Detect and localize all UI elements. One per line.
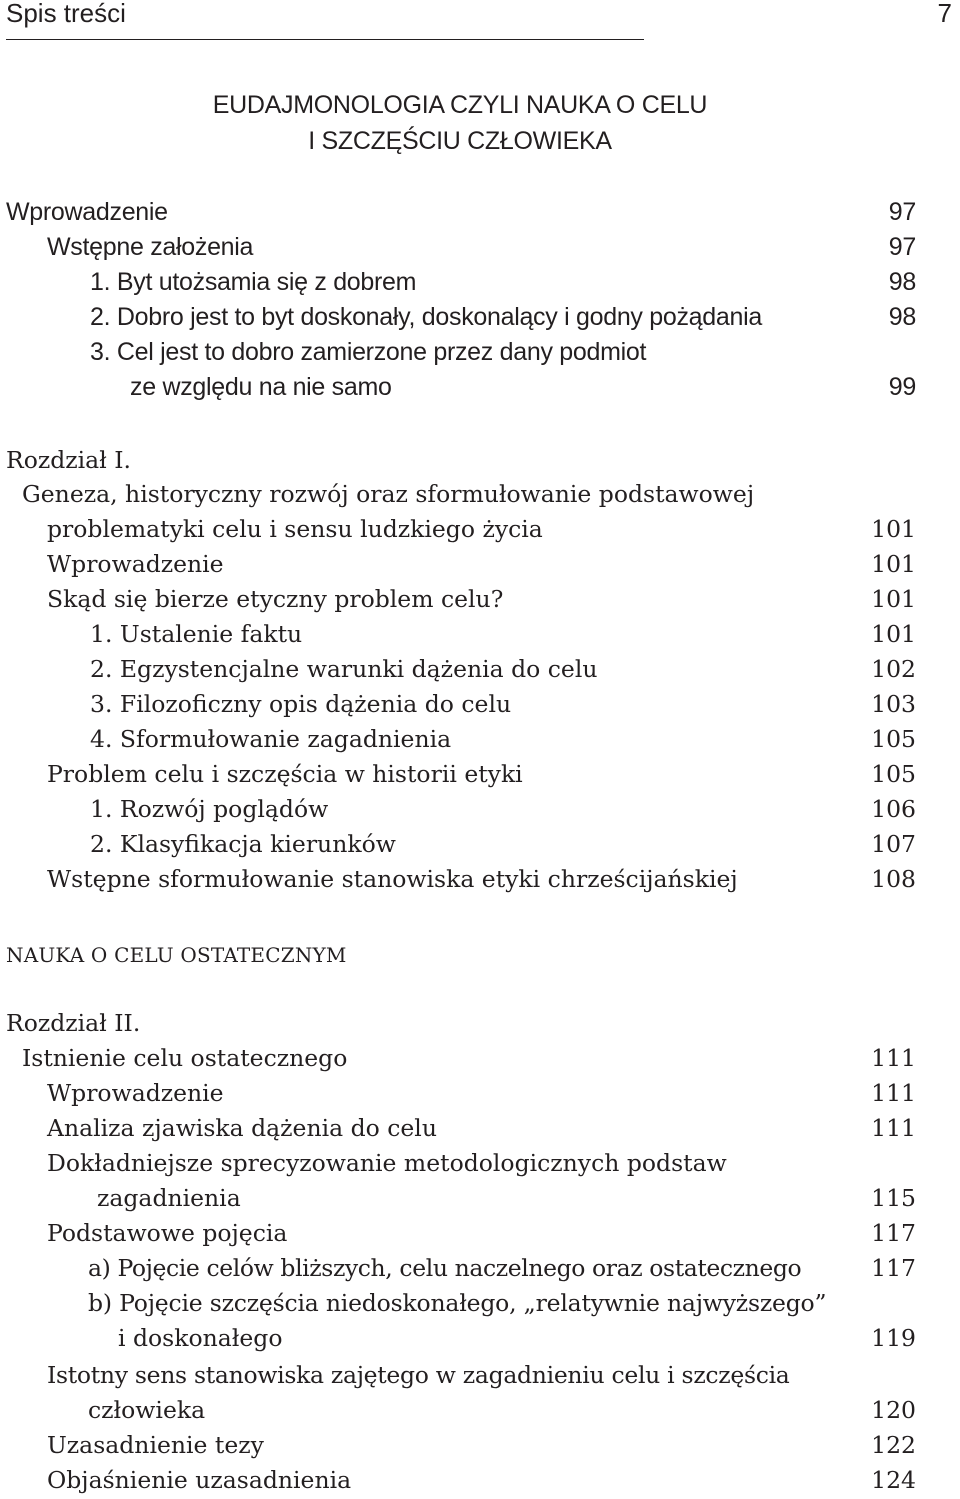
toc-entry-text: ze względu na nie samo (130, 373, 392, 401)
toc-page-number: 111 (871, 1114, 916, 1142)
toc-page-number: 115 (871, 1184, 916, 1212)
toc-entry-text: 2. Egzystencjalne warunki dążenia do celu (90, 655, 598, 683)
toc-entry-continuation[interactable] (130, 370, 916, 405)
toc-entry-text: Problem celu i szczęścia w historii etyki (47, 760, 523, 788)
toc-entry-text: 1. Ustalenie faktu (90, 620, 303, 648)
header-rule (6, 39, 644, 40)
toc-page-number: 117 (871, 1254, 916, 1282)
toc-entry[interactable] (90, 792, 916, 827)
toc-entry[interactable] (47, 1146, 916, 1181)
toc-entry-text: 1. Byt utożsamia się z dobrem (90, 268, 417, 296)
toc-entry-text: Wprowadzenie (6, 198, 168, 226)
section-heading: NAUKA O CELU OSTATECZNYM (6, 943, 347, 967)
toc-entry[interactable] (47, 1358, 916, 1393)
toc-page-number: 119 (871, 1324, 916, 1352)
toc-entry-text: Podstawowe pojęcia (47, 1219, 288, 1247)
toc-entry-text: człowieka (88, 1396, 206, 1424)
toc-entry-text: Wprowadzenie (47, 550, 224, 578)
toc-entry[interactable] (90, 300, 916, 335)
chapter-title-text: Istnienie celu ostatecznego (22, 1044, 348, 1072)
toc-entry[interactable] (88, 1251, 916, 1286)
toc-entry-continuation[interactable] (88, 1393, 916, 1428)
toc-page-number: 103 (871, 690, 916, 718)
toc-page-number: 105 (871, 725, 916, 753)
chapter-title-text: Geneza, historyczny rozwój oraz sformułowanie podstawowej (22, 480, 755, 508)
toc-entry-text: b) Pojęcie szczęścia niedoskonałego, „relatywnie najwyższego” (88, 1289, 827, 1317)
chapter-title[interactable] (22, 477, 916, 512)
part-title-line-2: I SZCZĘŚCIU CZŁOWIEKA (308, 127, 612, 155)
toc-entry[interactable] (90, 652, 916, 687)
toc-entry[interactable] (90, 617, 916, 652)
toc-entry-text: 2. Klasyfikacja kierunków (90, 830, 396, 858)
toc-entry-text: zagadnienia (97, 1184, 241, 1212)
toc-page-number: 101 (871, 620, 916, 648)
toc-entry-text: a) Pojęcie celów bliższych, celu naczelnego oraz ostatecznego (88, 1254, 802, 1282)
toc-page-number: 111 (871, 1044, 916, 1072)
toc-entry[interactable] (47, 1216, 916, 1251)
toc-page-number: 97 (888, 198, 916, 226)
toc-page-number: 101 (871, 515, 916, 543)
toc-entry-text: 2. Dobro jest to byt doskonały, doskonalący i godny pożądania (90, 303, 762, 331)
chapter-title[interactable] (22, 1041, 916, 1076)
toc-entry-text: Wprowadzenie (47, 1079, 224, 1107)
toc-entry-text: Objaśnienie uzasadnienia (47, 1466, 352, 1494)
running-header-title: Spis treści (6, 0, 126, 28)
toc-page-number: 111 (871, 1079, 916, 1107)
toc-entry[interactable] (90, 687, 916, 722)
toc-page-number: 102 (871, 655, 916, 683)
toc-entry[interactable] (90, 335, 916, 370)
toc-entry-text: 3. Cel jest to dobro zamierzone przez dany podmiot (90, 338, 647, 366)
toc-entry-text: Analiza zjawiska dążenia do celu (47, 1114, 437, 1142)
chapter-label (6, 443, 916, 478)
toc-page-number: 122 (871, 1431, 916, 1459)
toc-entry-continuation[interactable] (118, 1321, 916, 1356)
toc-page-number: 117 (871, 1219, 916, 1247)
toc-entry-continuation[interactable] (97, 1181, 916, 1216)
toc-page-number: 98 (888, 303, 916, 331)
toc-entry[interactable] (90, 265, 916, 300)
toc-entry-text: Wstępne sformułowanie stanowiska etyki chrześcijańskiej (47, 865, 738, 893)
toc-entry-text: Skąd się bierze etyczny problem celu? (47, 585, 504, 613)
chapter-label (6, 1006, 916, 1041)
toc-entry[interactable] (47, 1111, 916, 1146)
toc-entry[interactable] (47, 230, 916, 265)
toc-page-number: 106 (871, 795, 916, 823)
toc-page-number: 97 (888, 233, 916, 261)
toc-entry-text: Dokładniejsze sprecyzowanie metodologicznych podstaw (47, 1149, 727, 1177)
toc-entry[interactable] (47, 1428, 916, 1463)
toc-entry-text: 1. Rozwój poglądów (90, 795, 329, 823)
chapter-title-continuation[interactable] (47, 512, 916, 547)
chapter-title-text: problematyki celu i sensu ludzkiego życia (47, 515, 543, 543)
toc-entry[interactable] (47, 862, 916, 897)
toc-entry-text: 4. Sformułowanie zagadnienia (90, 725, 452, 753)
page-number: 7 (937, 0, 952, 28)
toc-page-number: 105 (871, 760, 916, 788)
toc-page-number: 124 (871, 1466, 916, 1494)
chapter-label-text: Rozdział II. (6, 1009, 141, 1037)
chapter-label-text: Rozdział I. (6, 446, 132, 474)
toc-page-number: 101 (871, 585, 916, 613)
toc-entry-text: Istotny sens stanowiska zajętego w zagadnieniu celu i szczęścia (47, 1361, 790, 1389)
toc-page-number: 98 (888, 268, 916, 296)
toc-page-number: 99 (888, 373, 916, 401)
toc-entry-text: 3. Filozoficzny opis dążenia do celu (90, 690, 512, 718)
toc-page-number: 108 (871, 865, 916, 893)
toc-entry[interactable] (88, 1286, 916, 1321)
toc-page-number: 107 (871, 830, 916, 858)
toc-entry-text: i doskonałego (118, 1324, 283, 1352)
toc-entry[interactable] (47, 757, 916, 792)
toc-entry[interactable] (90, 827, 916, 862)
toc-entry-text: Wstępne założenia (47, 233, 254, 261)
toc-entry-text: Uzasadnienie tezy (47, 1431, 264, 1459)
toc-entry[interactable] (47, 1076, 916, 1111)
toc-entry[interactable] (90, 722, 916, 757)
toc-page-number: 120 (871, 1396, 916, 1424)
toc-entry[interactable] (47, 547, 916, 582)
toc-entry[interactable] (47, 582, 916, 617)
toc-page-number: 101 (871, 550, 916, 578)
toc-entry[interactable] (47, 1463, 916, 1498)
toc-entry[interactable] (6, 195, 916, 230)
part-title-line-1: EUDAJMONOLOGIA CZYLI NAUKA O CELU (212, 91, 708, 119)
